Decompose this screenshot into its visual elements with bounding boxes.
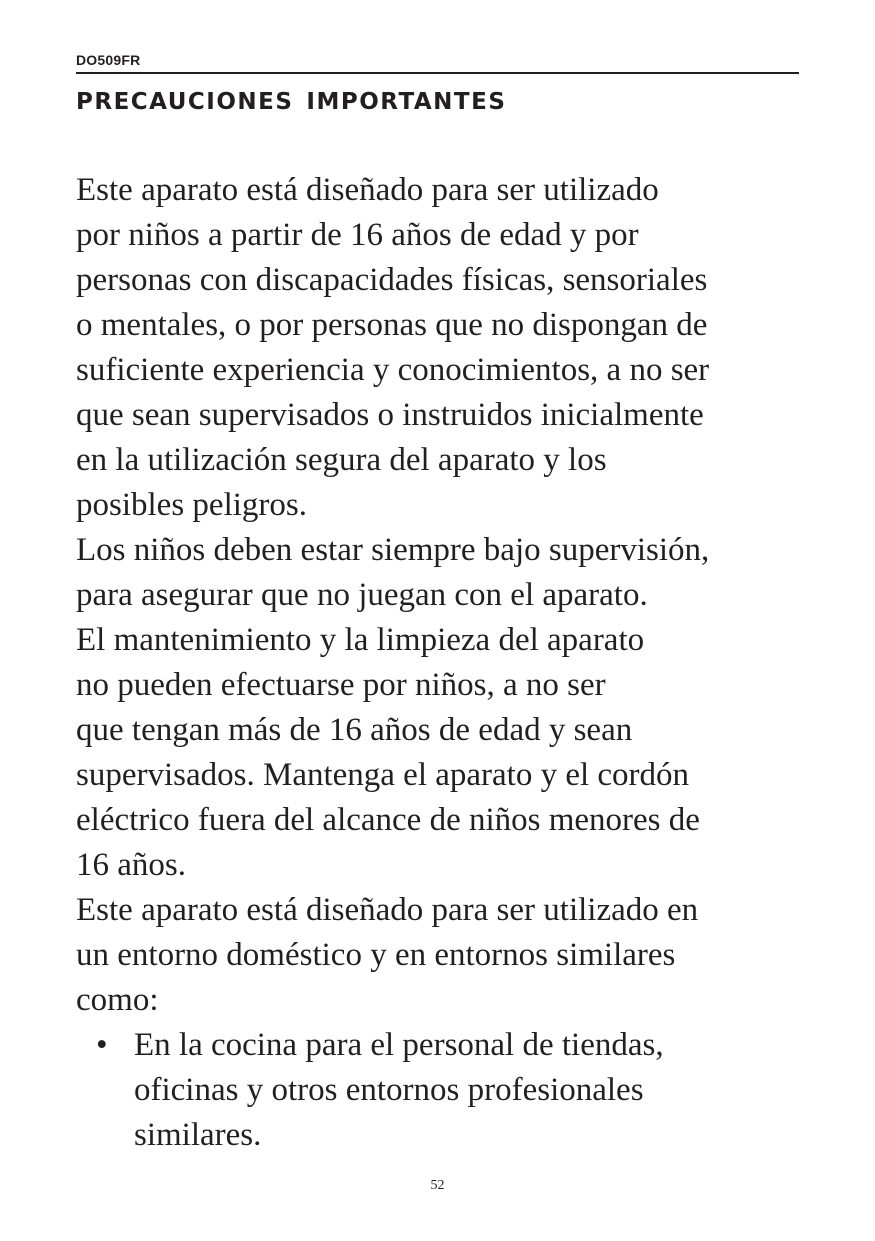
body-line: supervisados. Mantenga el aparato y el cordón [76, 757, 690, 793]
body-line: como: [76, 982, 159, 1018]
body-line: El mantenimiento y la limpieza del aparato [76, 622, 645, 658]
model-code: DO509FR [76, 52, 141, 68]
body-line: para asegurar que no juegan con el aparato. [76, 577, 648, 613]
bullet-line: En la cocina para el personal de tiendas, [134, 1027, 664, 1063]
body-text [76, 168, 806, 1158]
body-line: Este aparato está diseñado para ser utilizado [76, 172, 659, 208]
body-line: por niños a partir de 16 años de edad y por [76, 217, 639, 253]
body-line: Los niños deben estar siempre bajo supervisión, [76, 532, 710, 568]
bullet-continuation [76, 1068, 806, 1113]
body-line: que sean supervisados o instruidos inicialmente [76, 397, 704, 433]
bullet-icon: • [96, 1027, 108, 1063]
body-line: posibles peligros. [76, 487, 307, 523]
page-number: 52 [430, 1178, 445, 1193]
body-line: no pueden efectuarse por niños, a no ser [76, 667, 606, 703]
body-line: 16 años. [76, 847, 186, 883]
body-line: suficiente experiencia y conocimientos, a no ser [76, 352, 710, 388]
bullet-continuation [76, 1113, 806, 1158]
bullet-line: similares. [134, 1117, 262, 1153]
bullet-line: oficinas y otros entornos profesionales [134, 1072, 644, 1108]
body-line: que tengan más de 16 años de edad y sean [76, 712, 633, 748]
body-line: personas con discapacidades físicas, sensoriales [76, 262, 708, 298]
body-line: un entorno doméstico y en entornos similares [76, 937, 676, 973]
body-line: o mentales, o por personas que no dispongan de [76, 307, 708, 343]
page-title: precauciones importantes [76, 78, 507, 117]
header-rule [76, 72, 799, 74]
body-line: en la utilización segura del aparato y los [76, 442, 607, 478]
body-line: Este aparato está diseñado para ser utilizado en [76, 892, 699, 928]
body-line: eléctrico fuera del alcance de niños menores de [76, 802, 700, 838]
bullet-item [76, 1023, 806, 1068]
